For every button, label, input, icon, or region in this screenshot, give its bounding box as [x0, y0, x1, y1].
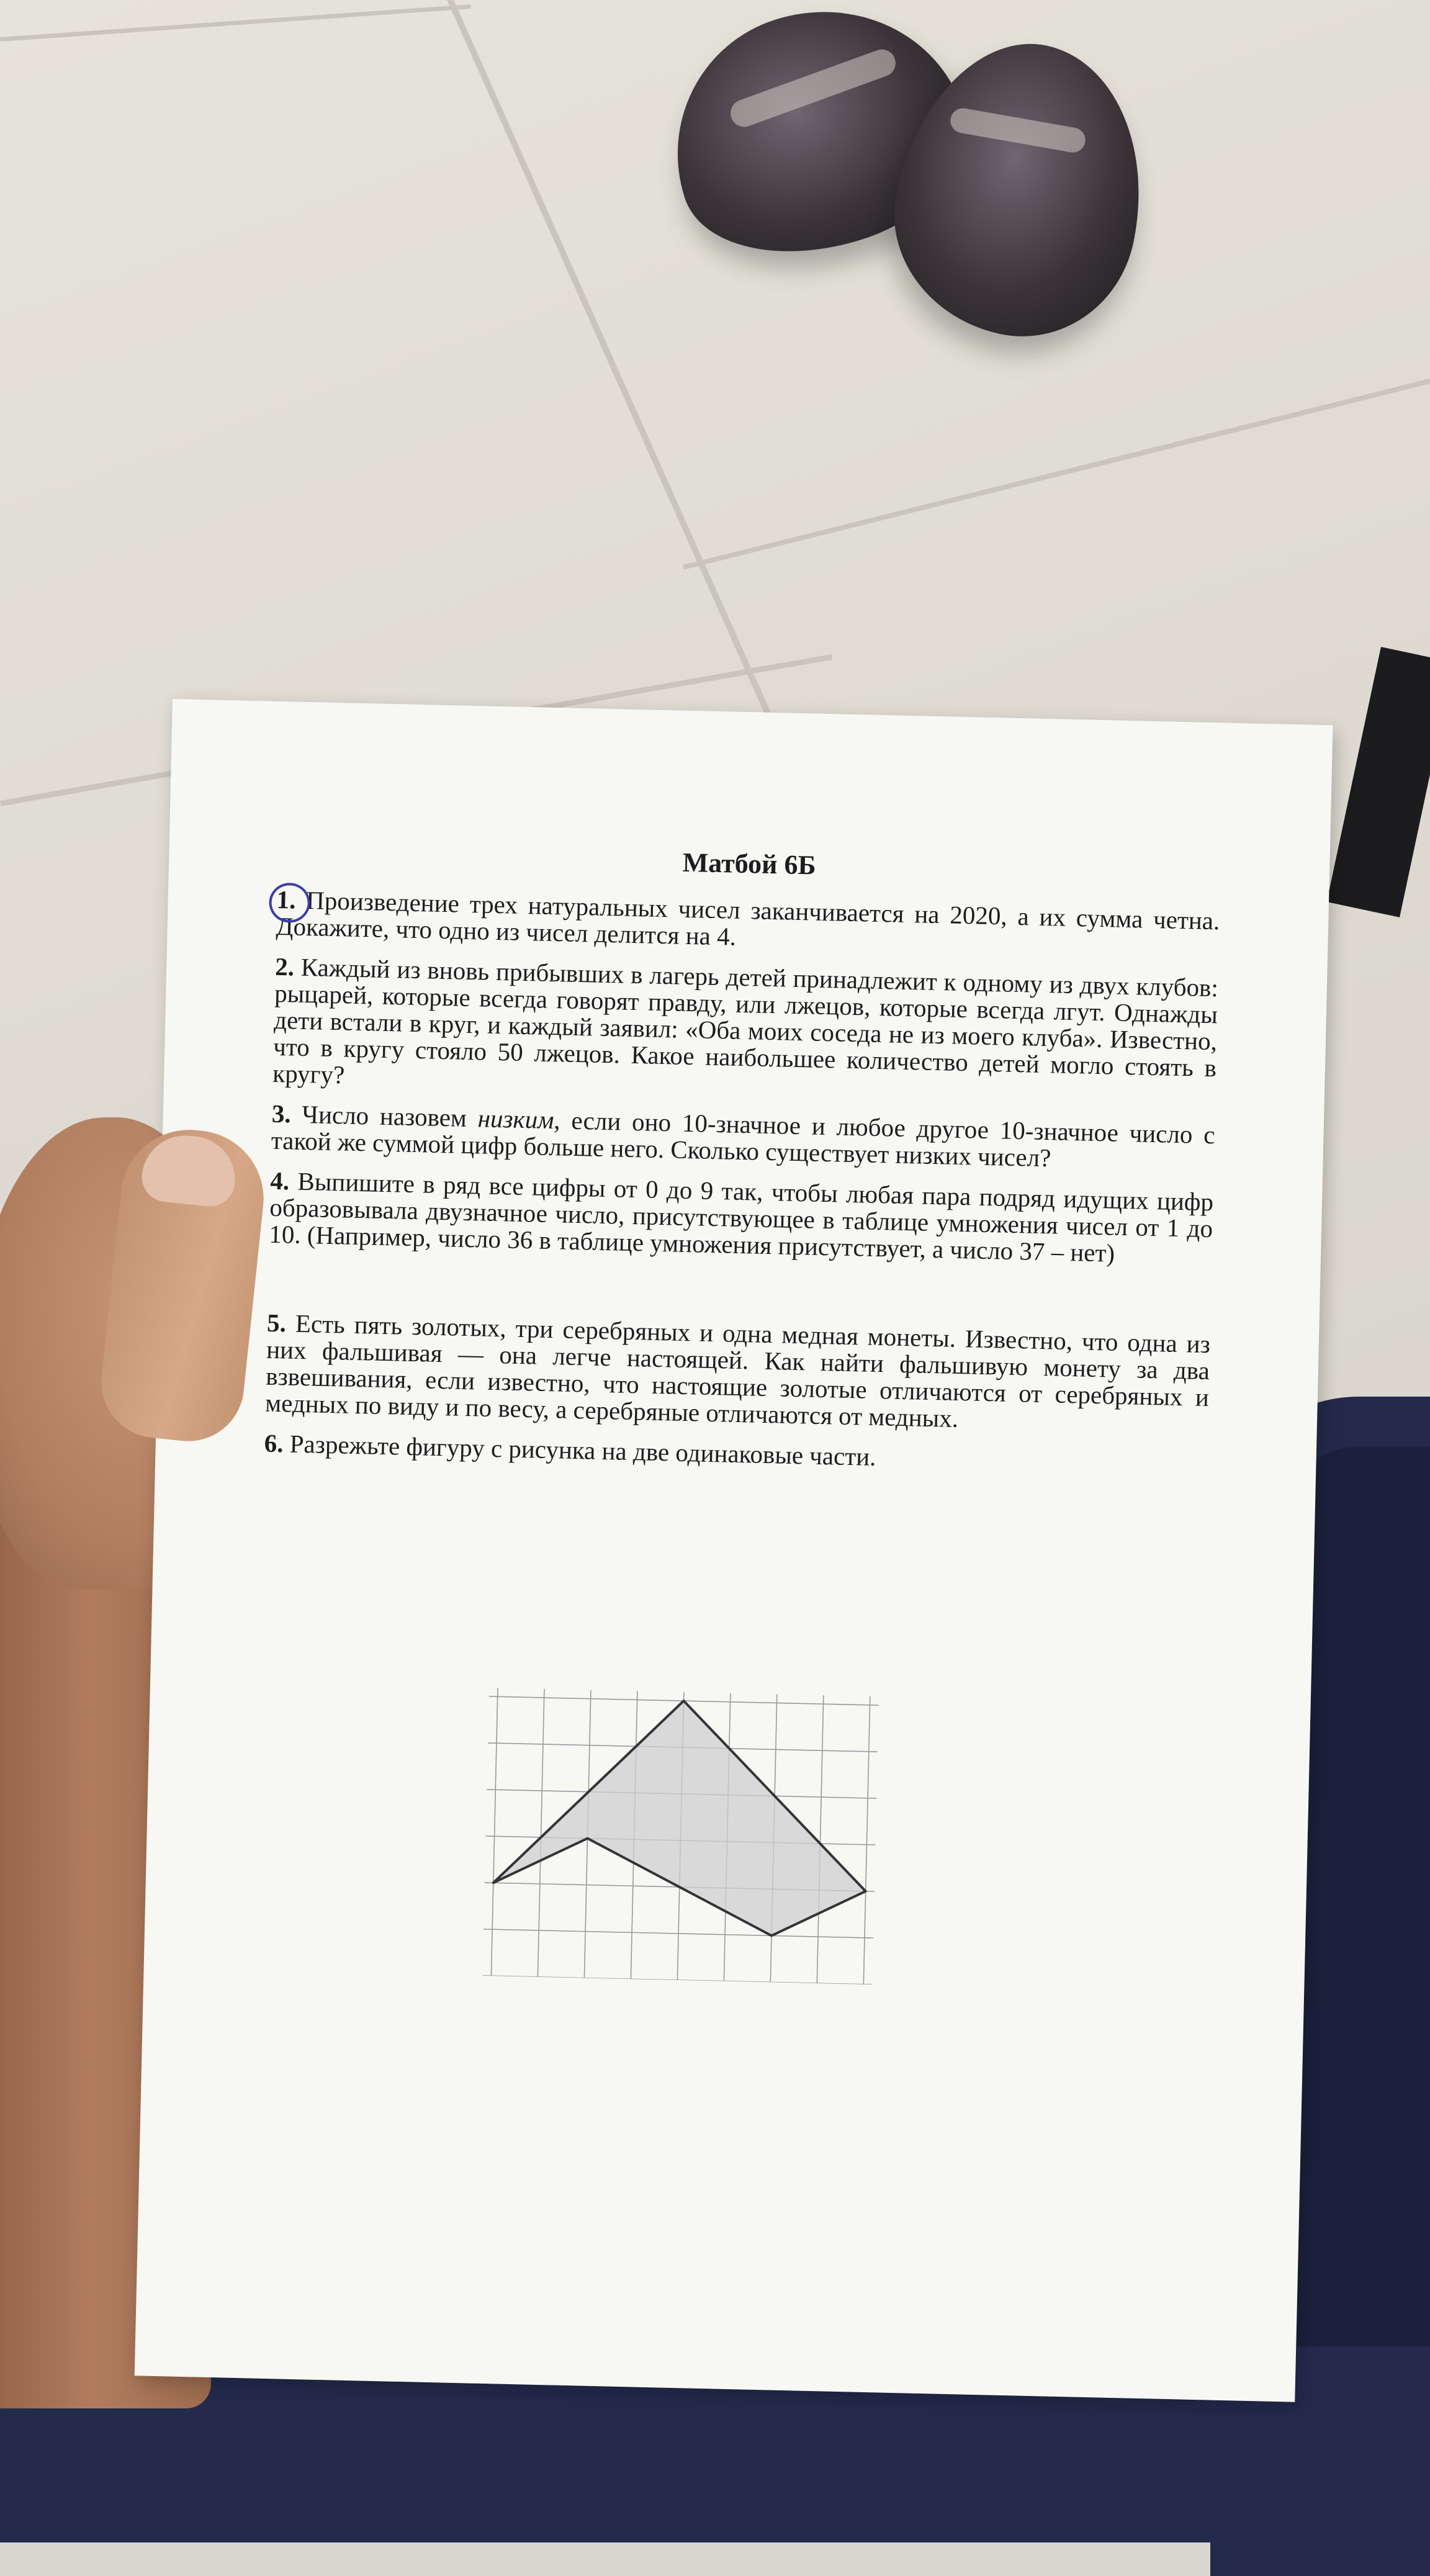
worksheet-title: Матбой 6Б	[682, 847, 817, 881]
problem-5	[265, 1310, 1211, 1438]
grid-figure	[479, 1684, 882, 1984]
problem-number: 6.	[264, 1428, 284, 1458]
problem-number: 3.	[271, 1099, 292, 1128]
problem-text: Число назовем низким, если оно 10-значное и любое другое 10-значное число с такой же суммой цифр больше него. Сколько существует низких чисел?	[271, 1099, 1216, 1173]
grid-line-vertical	[863, 1696, 870, 1984]
tile-seam	[683, 370, 1430, 570]
problem-1	[276, 886, 1220, 961]
problem-text: Каждый из вновь прибывших в лагерь детей принадлежит к одному из двух клубов: рыцарей, которые всегда говорят правду, или лжецов, которые всегда лгут. Однажды дети встали в круг, и каждый заявил: «Оба моих соседа не из моего клуба». Известно, что в кругу стояло 50 лжецов. Какое наибольшее количество детей могло стоять в кругу?	[272, 952, 1219, 1089]
problem-number: 2.	[274, 952, 295, 981]
worksheet-content	[264, 838, 1221, 1492]
emphasized-term: низким	[477, 1104, 554, 1135]
tile-seam	[0, 4, 471, 42]
problem-number: 4.	[269, 1166, 290, 1196]
figure-polygon	[492, 1696, 870, 1938]
problem-3	[271, 1101, 1215, 1175]
problem-number: 1.	[276, 886, 296, 914]
problem-text: Выпишите в ряд все цифры от 0 до 9 так, чтобы любая пара подряд идущих цифр образовывала двузначное число, присутствующее в таблице умножения чисел от 1 до 10. (Например, число 36 в таблице умножения присутствует, а число 37 – нет)	[268, 1166, 1214, 1268]
problem-text: Произведение трех натуральных чисел заканчивается на 2020, а их сумма четна. Докажите, что одно из чисел делится на 4.	[276, 885, 1220, 951]
problem-number: 5.	[266, 1308, 287, 1338]
worksheet	[135, 699, 1333, 2402]
problem-4	[269, 1168, 1214, 1269]
problem-6	[264, 1430, 1208, 1478]
problem-text: Разрежьте фигуру с рисунка на две одинаковые части.	[289, 1429, 877, 1472]
problem-2	[272, 953, 1218, 1108]
problem-text: Есть пять золотых, три серебряных и одна медная монеты. Известно, что одна из них фальшивая — она легче настоящей. Как найти фальшивую монету за два взвешивания, если известно, что настоящие золотые отличаются от серебряных и медных по виду и по весу, а серебряные отличаются от медных.	[264, 1308, 1211, 1433]
